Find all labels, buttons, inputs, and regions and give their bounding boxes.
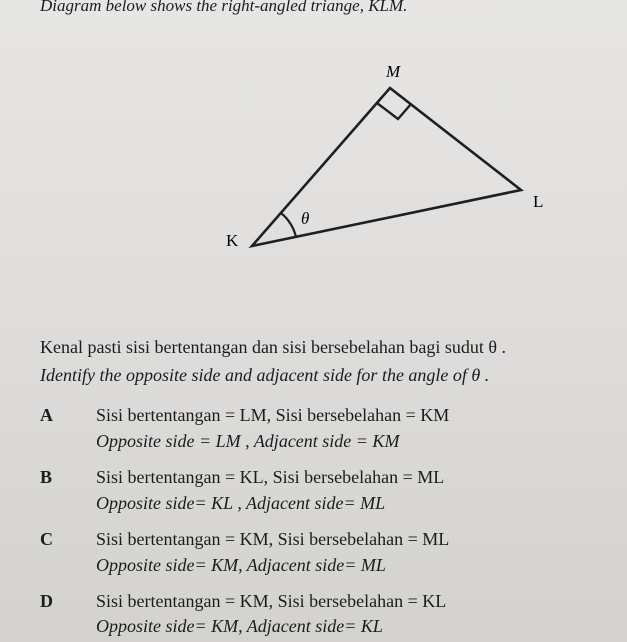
option-malay: Sisi bertentangan = KM, Sisi bersebelahan = ML (96, 529, 450, 549)
triangle-diagram (0, 0, 627, 300)
option-malay: Sisi bertentangan = KM, Sisi bersebelahan = KL (96, 591, 447, 611)
vertex-label-k: K (226, 231, 239, 250)
option-letter: C (40, 529, 53, 549)
option-english: Opposite side= KM, Adjacent side= ML (96, 555, 386, 575)
question-english: Identify the opposite side and adjacent side for the angle of θ . (40, 365, 490, 385)
right-angle-marker (377, 103, 411, 119)
option-malay: Sisi bertentangan = KL, Sisi bersebelahan = ML (96, 467, 445, 487)
option-english: Opposite side= KM, Adjacent side= KL (96, 616, 383, 636)
question-header: Diagram below shows the right-angled triange, KLM. (40, 0, 408, 15)
option-letter: B (40, 467, 53, 487)
vertex-label-m: M (386, 62, 401, 81)
option-letter: D (40, 591, 53, 611)
angle-arc (281, 213, 296, 237)
vertex-label-l: L (533, 192, 544, 211)
option-malay: Sisi bertentangan = LM, Sisi bersebelahan = KM (96, 405, 450, 425)
option-letter: A (40, 405, 53, 425)
question-malay: Kenal pasti sisi bertentangan dan sisi bersebelahan bagi sudut θ . (40, 337, 507, 357)
option-english: Opposite side = LM , Adjacent side = KM (96, 431, 400, 451)
angle-label-theta: θ (301, 209, 310, 228)
option-english: Opposite side= KL , Adjacent side= ML (96, 493, 386, 513)
